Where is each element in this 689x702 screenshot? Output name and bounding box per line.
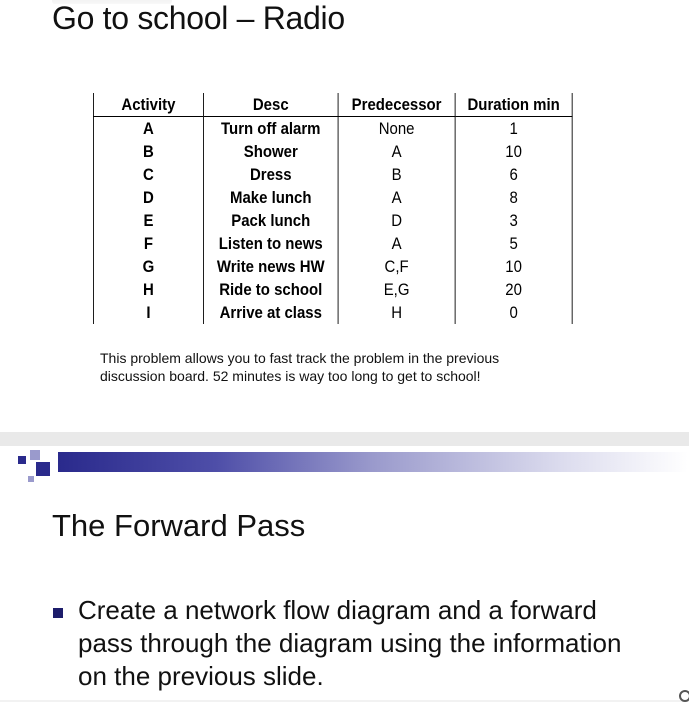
slide-gap	[0, 432, 689, 446]
table-row	[93, 301, 572, 324]
decor-square	[18, 456, 26, 464]
header-desc: Desc	[203, 93, 338, 117]
cell-desc: Write news HW	[203, 255, 338, 278]
table-row	[93, 209, 572, 232]
table-row	[93, 186, 572, 209]
edge-circle-icon	[679, 690, 689, 702]
cell-activity: I	[93, 301, 203, 324]
header-activity: Activity	[93, 93, 203, 117]
table-header-row	[93, 93, 572, 117]
cell-desc: Make lunch	[203, 186, 338, 209]
square-bullet-icon	[53, 608, 63, 618]
cell-activity: A	[93, 117, 203, 141]
cell-desc: Dress	[203, 163, 338, 186]
cell-predecessor: A	[338, 232, 455, 255]
cell-activity: H	[93, 278, 203, 301]
cell-predecessor: B	[338, 163, 455, 186]
table-row	[93, 255, 572, 278]
cell-duration: 1	[455, 117, 572, 141]
cell-duration: 6	[455, 163, 572, 186]
cell-predecessor: D	[338, 209, 455, 232]
table-row	[93, 163, 572, 186]
cell-duration: 3	[455, 209, 572, 232]
slide-2	[0, 446, 689, 700]
cell-activity: B	[93, 140, 203, 163]
table-row	[93, 232, 572, 255]
activity-table	[93, 93, 573, 324]
cell-duration: 8	[455, 186, 572, 209]
decor-square	[36, 462, 50, 476]
cell-predecessor: A	[338, 186, 455, 209]
cell-activity: C	[93, 163, 203, 186]
cell-activity: F	[93, 232, 203, 255]
cell-desc: Pack lunch	[203, 209, 338, 232]
cell-duration: 10	[455, 255, 572, 278]
header-predecessor: Predecessor	[338, 93, 455, 117]
cell-predecessor: E,G	[338, 278, 455, 301]
header-duration: Duration min	[455, 93, 572, 117]
cell-desc: Listen to news	[203, 232, 338, 255]
note-text	[100, 349, 620, 385]
cell-activity: D	[93, 186, 203, 209]
note-line-2: discussion board. 52 minutes is way too long to get to school!	[100, 368, 481, 384]
note-line-1: This problem allows you to fast track the problem in the previous	[100, 350, 500, 366]
cell-predecessor: C,F	[338, 255, 455, 278]
cell-duration: 0	[455, 301, 572, 324]
table-row	[93, 140, 572, 163]
cell-activity: G	[93, 255, 203, 278]
cell-activity: E	[93, 209, 203, 232]
slide-1-title: Go to school – Radio	[52, 0, 345, 36]
cell-predecessor: None	[338, 117, 455, 141]
decor-square	[28, 476, 34, 482]
decor-square	[30, 450, 40, 460]
cell-predecessor: A	[338, 140, 455, 163]
cell-desc: Shower	[203, 140, 338, 163]
cell-duration: 20	[455, 278, 572, 301]
slide-2-title: The Forward Pass	[52, 508, 306, 543]
header-gradient-band	[58, 452, 688, 472]
cell-duration: 5	[455, 232, 572, 255]
table-row	[93, 278, 572, 301]
cell-desc: Ride to school	[203, 278, 338, 301]
cell-desc: Arrive at class	[203, 301, 338, 324]
cell-predecessor: H	[338, 301, 455, 324]
cell-duration: 10	[455, 140, 572, 163]
bullet-text: Create a network flow diagram and a forward pass through the diagram using the information on the previous slide.	[78, 595, 622, 691]
table-row	[93, 117, 572, 141]
cell-desc: Turn off alarm	[203, 117, 338, 141]
